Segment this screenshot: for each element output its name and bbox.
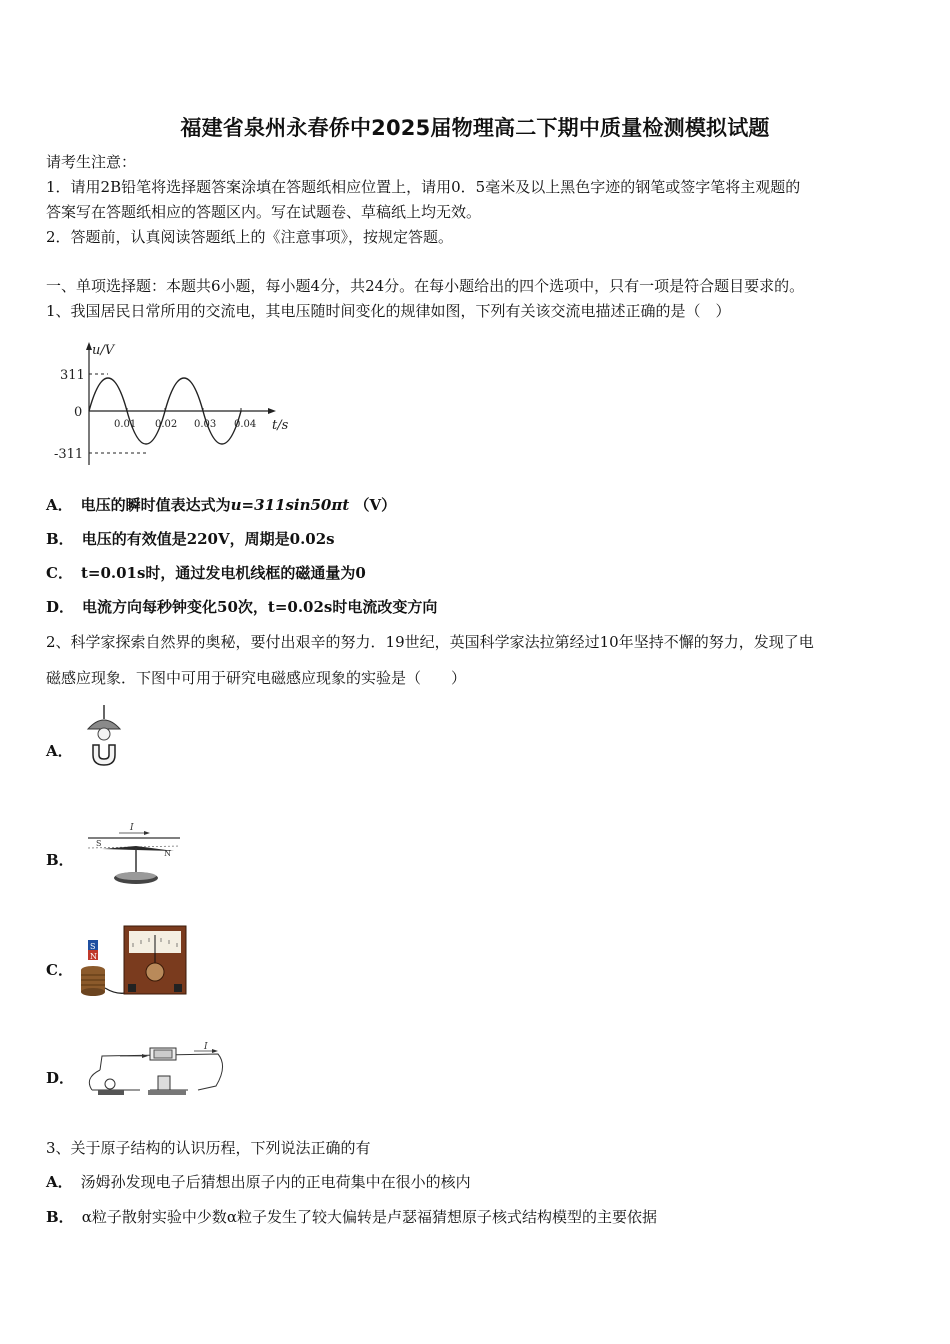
q1-option-a-letter: A． [46, 496, 73, 514]
q1-option-c-text: t=0.01s时，通过发电机线框的磁通量为0 [80, 564, 366, 582]
y-tick-311: 311 [60, 368, 85, 383]
x-tick-002: 0.02 [155, 419, 178, 430]
q2-option-b-letter: B． [46, 851, 74, 869]
q2-option-c-letter: C． [46, 961, 73, 979]
magnet-coil-galvanometer-figure [78, 922, 190, 998]
voltage-time-graph [50, 340, 300, 470]
q3-option-a-text: 汤姆孙发现电子后猜想出原子内的正电荷集中在很小的核内 [80, 1173, 471, 1191]
q3-option-b[interactable] [46, 1207, 657, 1227]
compass-n-label: N [164, 849, 171, 858]
lamp-magnet-figure [82, 705, 132, 767]
wire-compass-figure [84, 822, 184, 888]
current-label: I [130, 823, 134, 833]
notice-line-2: 答案写在答题纸相应的答题区内。写在试题卷、草稿纸上均无效。 [46, 203, 482, 221]
x-tick-004: 0.04 [234, 419, 257, 430]
circuit-current-label: I [204, 1042, 208, 1052]
y-tick-neg311: -311 [54, 447, 84, 462]
notice-line-1: 1．请用2B铅笔将选择题答案涂填在答题纸相应位置上，请用0．5毫米及以上黑色字迹的钢笔或签字笔将主观题的 [46, 178, 801, 196]
magnet-n-label: N [90, 952, 97, 961]
x-axis-arrow [268, 408, 276, 414]
battery-circuit-figure [78, 1038, 230, 1100]
compass-s-label: S [96, 839, 102, 848]
y-axis-label: u/V [92, 343, 115, 358]
question-3-stem: 3、关于原子结构的认识历程，下列说法正确的有 [46, 1139, 371, 1157]
notice-line-3: 2．答题前，认真阅读答题纸上的《注意事项》，按规定答题。 [46, 228, 454, 246]
q1-option-d[interactable] [46, 597, 437, 617]
q1-option-a-pre: 电压的瞬时值表达式为 [80, 496, 231, 514]
q2-option-c[interactable] [46, 960, 73, 980]
q2-option-d-letter: D． [46, 1069, 75, 1087]
q2-option-b[interactable] [46, 850, 74, 870]
q3-option-b-letter: B． [46, 1208, 74, 1226]
notice-heading: 请考生注意： [46, 153, 137, 171]
q1-option-a[interactable] [46, 495, 396, 515]
x-tick-003: 0.03 [194, 419, 217, 430]
q1-option-b-text: 电压的有效值是220V，周期是0.02s [81, 530, 335, 548]
q1-option-c-letter: C． [46, 564, 73, 582]
q3-option-a-letter: A． [46, 1173, 73, 1191]
q1-option-d-letter: D． [46, 598, 75, 616]
q3-option-a[interactable] [46, 1172, 471, 1192]
q2-option-d[interactable] [46, 1068, 74, 1088]
q3-option-b-text: α粒子散射实验中少数α粒子发生了较大偏转是卢瑟福猜想原子核式结构模型的主要依据 [81, 1208, 657, 1226]
question-1-stem: 1、我国居民日常所用的交流电，其电压随时间变化的规律如图，下列有关该交流电描述正确的是（ ） [46, 302, 731, 320]
magnet-s-label: S [90, 942, 96, 951]
q1-option-a-post: （V） [354, 496, 397, 514]
q1-option-b-letter: B． [46, 530, 74, 548]
q1-option-d-text: 电流方向每秒钟变化50次，t=0.02s时电流改变方向 [82, 598, 438, 616]
x-axis-label: t/s [272, 418, 289, 433]
page-title: 福建省泉州永春侨中2025届物理高二下期中质量检测模拟试题 [180, 116, 770, 140]
section-heading: 一、单项选择题：本题共6小题，每小题4分，共24分。在每小题给出的四个选项中，只有一项是符合题目要求的。 [46, 277, 805, 295]
y-tick-0: 0 [74, 405, 83, 420]
q1-option-a-formula: u=311sin50πt [230, 496, 350, 514]
q1-option-b[interactable] [46, 529, 335, 549]
q2-option-a[interactable] [46, 741, 73, 761]
question-2-stem-line-2: 磁感应现象．下图中可用于研究电磁感应现象的实验是（ ） [46, 669, 467, 687]
x-tick-001: 0.01 [114, 419, 137, 430]
q1-option-c[interactable] [46, 563, 366, 583]
q2-option-a-letter: A． [46, 742, 73, 760]
question-2-stem-line-1: 2、科学家探索自然界的奥秘，要付出艰辛的努力．19世纪，英国科学家法拉第经过10年坚持不懈的努力，发现了电 [46, 633, 814, 651]
